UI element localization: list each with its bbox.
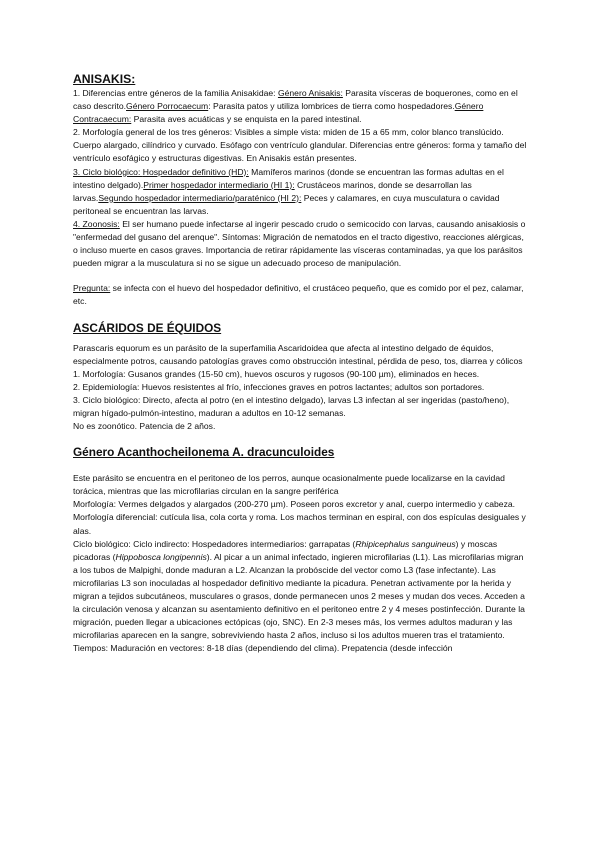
genus-anisakis-label: Género Anisakis: [277, 88, 343, 98]
spacer [73, 433, 528, 445]
ascaridos-paragraph-3: 3. Ciclo biológico: Directo, afecta al potro (en el intestino delgado), larvas L3 infectan al ser ingeridas (pasto/heno), migran hígado-pulmón-intestino, maduran a adultos en 10-12 semanas. [73, 394, 510, 418]
question-paragraph [73, 282, 528, 308]
text: Parasita aves acuáticas y se enquista en la pared intestinal. [131, 114, 362, 125]
second-intermediate-host-label: Segundo hospedador intermediario/paraténico (HI 2): [98, 192, 302, 203]
ascaridos-intro: Parascaris equorum es un parásito de la superfamilia Ascaridoidea que afecta al intestino delgado de équidos, especialmente potros, causando patologías graves como obstrucción intestinal, pérdida de peso, tos, diarrea y cólicos [73, 342, 523, 366]
ascaridos-paragraph-4: No es zoonótico. Patencia de 2 años. [73, 421, 216, 432]
species-name: Hippobosca longipennis [115, 551, 207, 562]
text: se infecta con el huevo del hospedador definitivo, el crustáceo pequeño, que es comido por el pez, calamar, etc. [73, 283, 524, 307]
acantho-paragraph-2: Morfología: Vermes delgados y alargados (200-270 µm). Poseen poros excretor y anal, cuerpo intermedio y cabeza. Morfología diferencial: cutícula lisa, cola corta y roma. Los machos terminan en espiral, con dos espículas desiguales y alas. [73, 499, 526, 536]
text: Crustáceos marinos, donde se desarrollan las larvas. [73, 179, 472, 203]
text: ) y moscas picadoras ( [73, 538, 498, 562]
text: Mamíferos marinos (donde se encuentran las formas adultas en el intestino delgado). [73, 166, 504, 190]
text: El ser humano puede infectarse al ingerir pescado crudo o semicocido con larvas, causando anisakiosis o "enfermedad del gusano del arenque". Síntomas: Migración de nematodos en el tracto digestivo, reacciones alérgicas, o incluso muerte en casos graves. Importancia de retirar rápidamente las vísceras contaminadas, ya que los parásitos pueden migrar a la musculatura si no se sigue un adecuado proceso de manipulación. [73, 218, 526, 269]
acantho-paragraph-3 [73, 538, 528, 643]
text: Parasita vísceras de boquerones, como en el caso descrito. [73, 88, 518, 112]
spacer [73, 460, 528, 472]
text: Peces y calamares, en cuya musculatura o cavidad peritoneal se encuentran las larvas. [73, 192, 500, 216]
spacer [73, 270, 528, 282]
section-heading-acanthocheilonema: Género Acanthocheilonema A. dracunculoides [73, 445, 335, 460]
text: Ciclo biológico: Ciclo indirecto: Hospedadores intermediarios: garrapatas ( [73, 538, 356, 549]
ascaridos-paragraph-2: 2. Epidemiología: Huevos resistentes al frío, infecciones graves en potros lactantes; adultos son portadores. [73, 381, 485, 392]
definitive-host-label: Hospedador definitivo (HD): [142, 166, 249, 177]
question-label: Pregunta: [73, 283, 111, 294]
section-heading-anisakis: ANISAKIS: [73, 72, 136, 86]
life-cycle-label: 3. Ciclo biológico: [73, 166, 143, 177]
text: 1. Diferencias entre géneros de la familia Anisakidae: [73, 88, 278, 98]
anisakis-paragraph-4 [73, 218, 528, 270]
anisakis-paragraph-2: 2. Morfología general de los tres géneros: Visibles a simple vista: miden de 15 a 65 mm, color blanco translúcido. Cuerpo alargado, cilíndrico y curvado. Esófago con ventrículo glandular. Diferencias entre géneros: forma y tamaño del ventrículo esofágico y estructuras digestivas. En Anisakis están presentes. [73, 127, 527, 164]
genus-contracaecum-label: Género Contracaecum: [73, 101, 484, 125]
species-name: Rhipicephalus sanguineus [355, 538, 456, 549]
text: : Parasita patos y utiliza lombrices de tierra como hospedadores. [208, 101, 455, 112]
genus-porrocaecum-label: Género Porrocaecum [126, 101, 209, 112]
zoonosis-label: 4. Zoonosis: [73, 218, 120, 229]
text: ). Al picar a un animal infectado, ingieren microfilarias (L1). Las microfilarias migran a los tubos de Malpighi, donde maduran a L2. Alcanzan la probóscide del vector como L3 (fase infectante). Las microfilarias L3 son inoculadas al hospedador definitivo mediante la picadura. Penetran activamente por la herida y migran a tejidos subcutáneos, musculares o grasos, donde permanecen unos 2 meses y mudan dos veces. Acceden a la circulación venosa y alcanzan su asentamiento definitivo en el peritoneo entre 2 y 4 meses postinfección. Durante la migración, pueden llegar a ubicaciones ectópicas (ojo, SNC). En 2-3 meses más, los vermes adultos maduran y las microfilarias aparecen en la sangre, sobreviviendo hasta 2 años, incluso si los adultos mueren tras el tratamiento. [73, 551, 525, 641]
section-heading-ascaridos: ASCÁRIDOS DE ÉQUIDOS [73, 320, 222, 335]
ascaridos-paragraph-1: 1. Morfología: Gusanos grandes (15-50 cm), huevos oscuros y rugosos (90-100 µm), eliminados en heces. [73, 368, 480, 379]
anisakis-paragraph-1 [73, 87, 528, 126]
first-intermediate-host-label: Primer hospedador intermediario (HI 1): [143, 179, 295, 190]
anisakis-paragraph-3 [73, 166, 528, 218]
spacer [73, 309, 528, 321]
acantho-paragraph-1: Este parásito se encuentra en el peritoneo de los perros, aunque ocasionalmente puede localizarse en la cavidad torácica, mientras que las microfilarias circulan en la sangre periférica [73, 473, 505, 497]
document-page [73, 72, 528, 655]
acantho-paragraph-4: Tiempos: Maduración en vectores: 8-18 días (dependiendo del clima). Prepatencia (desde infección [73, 643, 453, 654]
